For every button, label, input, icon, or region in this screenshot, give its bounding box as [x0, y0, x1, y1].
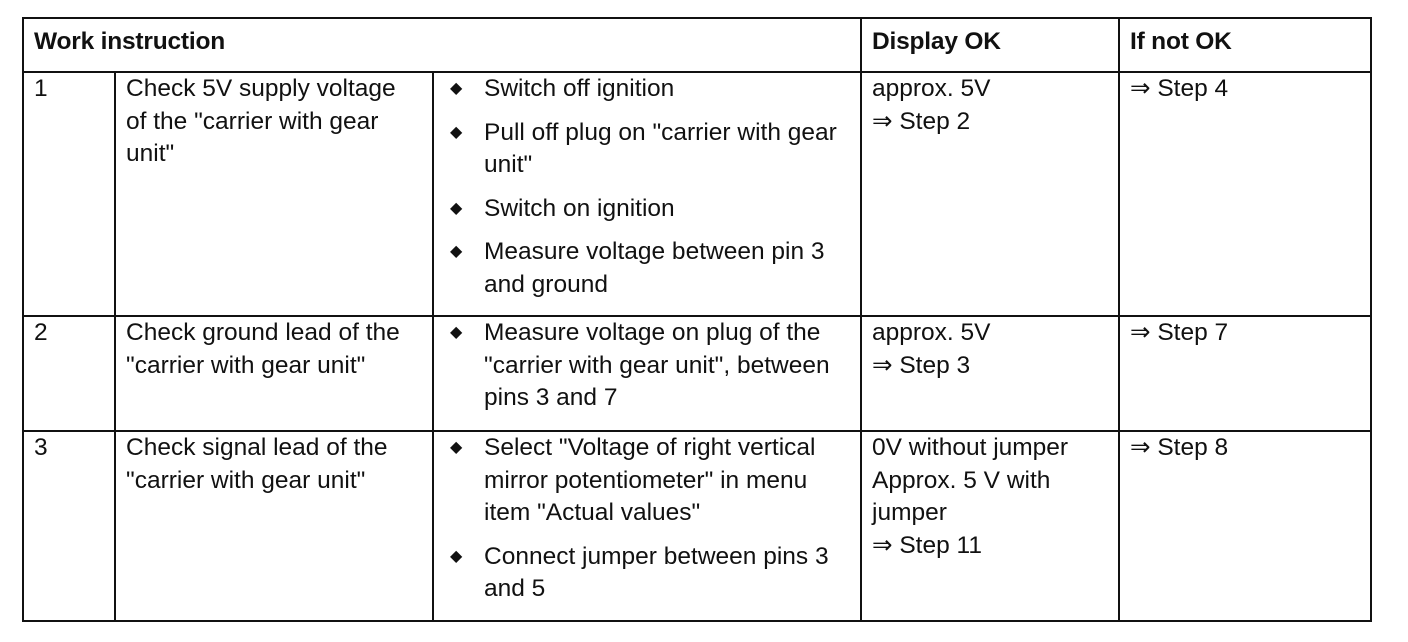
check-description: Check ground lead of the "carrier with gear unit"	[115, 316, 433, 431]
diamond-bullet-icon: ◆	[450, 547, 463, 565]
action-list	[444, 73, 850, 301]
check-description: Check signal lead of the "carrier with gear unit"	[115, 431, 433, 621]
list-item: ◆ Select "Voltage of right vertical mirror potentiometer" in menu item "Actual values"	[450, 434, 816, 526]
check-description: Check 5V supply voltage of the "carrier with gear unit"	[115, 72, 433, 316]
if-not-ok-cell: ⇒ Step 7	[1119, 316, 1371, 431]
list-item: ◆ Pull off plug on "carrier with gear unit"	[450, 118, 837, 178]
table-row	[23, 316, 1371, 431]
work-instruction-header: Work instruction	[23, 18, 861, 72]
next-step-reference: ⇒ Step 3	[872, 351, 971, 379]
next-step-reference: ⇒ Step 2	[872, 107, 971, 135]
actions-cell	[433, 72, 861, 316]
if-not-ok-cell: ⇒ Step 4	[1119, 72, 1371, 316]
actions-cell	[433, 316, 861, 431]
display-ok-cell: approx. 5V ⇒ Step 3	[861, 316, 1119, 431]
diamond-bullet-icon: ◆	[450, 243, 463, 260]
if-not-ok-cell: ⇒ Step 8	[1119, 431, 1371, 621]
list-item: ◆ Measure voltage between pin 3 and ground	[450, 238, 825, 298]
if-not-ok-header: If not OK	[1119, 18, 1371, 72]
diamond-bullet-icon: ◆	[450, 123, 463, 141]
diamond-bullet-icon: ◆	[450, 80, 463, 97]
diamond-bullet-icon: ◆	[450, 199, 463, 217]
step-number: 2	[23, 316, 115, 431]
step-number: 3	[23, 431, 115, 621]
table-row	[23, 431, 1371, 621]
action-list	[444, 432, 850, 606]
actions-cell	[433, 431, 861, 621]
work-instruction-table	[22, 17, 1372, 622]
diamond-bullet-icon: ◆	[450, 324, 463, 341]
diamond-bullet-icon: ◆	[450, 439, 463, 456]
list-item: ◆ Measure voltage on plug of the "carrier with gear unit", between pins 3 and 7	[450, 319, 830, 411]
step-number: 1	[23, 72, 115, 316]
list-item: ◆ Switch on ignition	[444, 193, 850, 226]
action-list	[444, 317, 850, 415]
next-step-reference: ⇒ Step 11	[872, 531, 982, 559]
list-item: ◆ Switch off ignition	[444, 73, 850, 106]
header-row	[23, 18, 1371, 72]
display-ok-cell: approx. 5V ⇒ Step 2	[861, 72, 1119, 316]
list-item: ◆ Connect jumper between pins 3 and 5	[450, 542, 829, 602]
display-ok-cell: 0V without jumper Approx. 5 V with jumper ⇒ Step 11	[861, 431, 1119, 621]
table-row	[23, 72, 1371, 316]
display-ok-header: Display OK	[861, 18, 1119, 72]
